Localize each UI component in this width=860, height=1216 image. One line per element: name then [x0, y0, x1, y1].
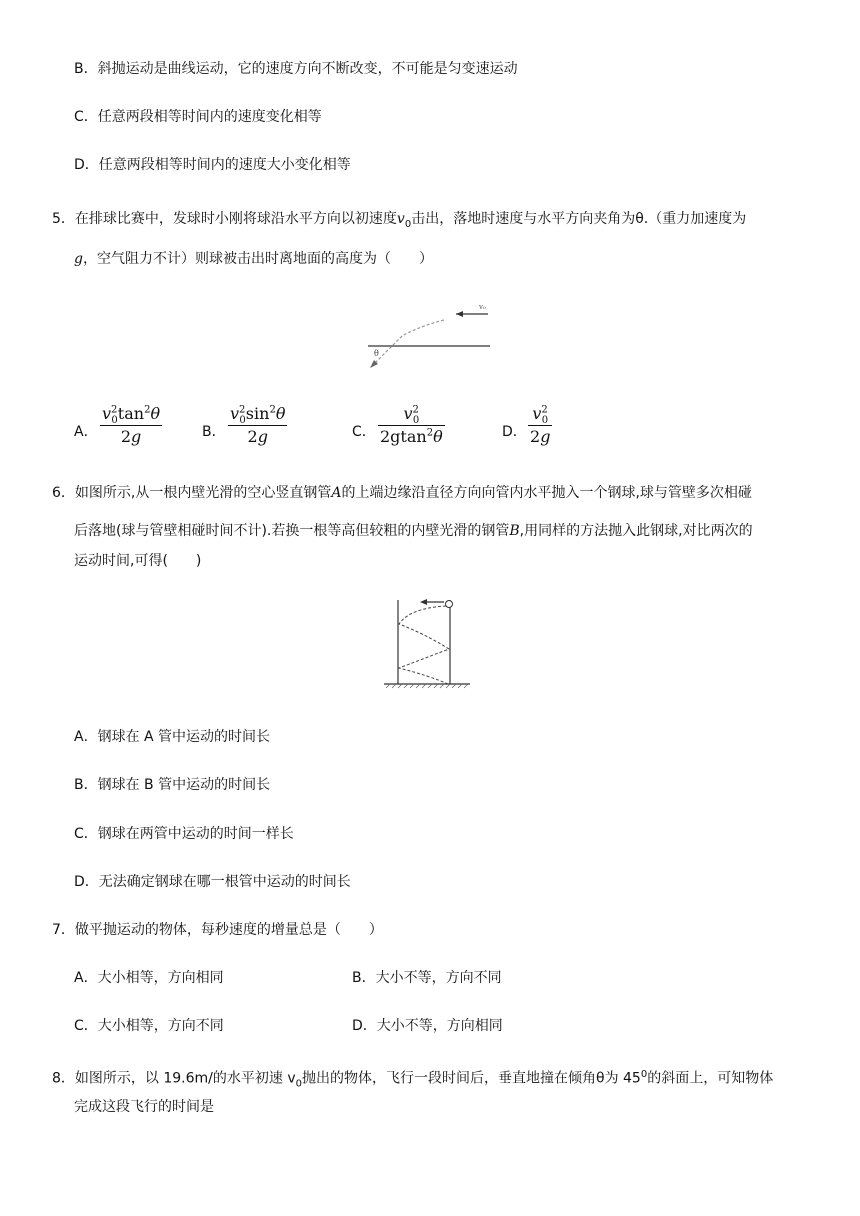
q5-a-denominator: 2g: [120, 427, 142, 446]
q5-c-numerator: $v^2_0$: [403, 404, 420, 427]
q8-stem-line1: 8．如图所示，以 19.6m/的水平初速 $v_0$抛出的物体，飞行一段时间后，垂直地撞在倾角θ为 $45^0$的斜面上，可知物体: [52, 1069, 774, 1090]
theta-label: θ: [374, 349, 379, 358]
steel-ball: [446, 601, 453, 608]
q7-stem: 7．做平抛运动的物体，每秒速度的增量总是（ ）: [52, 922, 383, 938]
bounce-trajectory: [399, 606, 449, 684]
initial-velocity-arrow-head: [420, 599, 427, 605]
option-c-prev: C．任意两段相等时间内的速度变化相等: [74, 109, 322, 125]
q5-d-denominator: 2g: [530, 427, 551, 446]
q6-stem-line1: 6．如图所示,从一根内壁光滑的空心竖直钢管A的上端边缘沿直径方向向管内水平抛入一个钢球,球与管壁多次相碰: [52, 485, 752, 501]
option-d-prev: D．任意两段相等时间内的速度大小变化相等: [74, 157, 351, 173]
q6-option-d[interactable]: D．无法确定钢球在哪一根管中运动的时间长: [74, 874, 351, 890]
q6-stem-line3: 运动时间,可得( ): [74, 553, 202, 569]
q6-stem-line2: 后落地(球与管壁相碰时间不计).若换一根等高但较粗的内壁光滑的钢管B,用同样的方法抛入此钢球,对比两次的: [74, 523, 753, 539]
q5-stem-line2: g，空气阻力不计）则球被击出时离地面的高度为（ ）: [74, 251, 433, 267]
q6-figure: [380, 594, 476, 694]
v0-label: v₀: [479, 303, 486, 311]
q5-d-numerator: $v^2_0$: [532, 404, 549, 427]
q7-option-d[interactable]: D．大小不等，方向相同: [352, 1018, 503, 1034]
q5-b-numerator: $v^2_0\sin^2\theta$: [230, 404, 286, 427]
q7-option-a[interactable]: A．大小相等，方向相同: [74, 970, 224, 986]
q5-stem-line1: 5．在排球比赛中，发球时小刚将球沿水平方向以初速度$v_0$击出，落地时速度与水平方向夹角为θ.（重力加速度为: [52, 211, 747, 230]
q5-b-denominator: 2g: [247, 427, 268, 446]
arrow-v0-head: [456, 311, 463, 317]
q6-option-a[interactable]: A．钢球在 A 管中运动的时间长: [74, 729, 271, 745]
option-b-prev: B．斜抛运动是曲线运动，它的速度方向不断改变，不可能是匀变速运动: [74, 61, 518, 77]
q8-stem-line2: 完成这段飞行的时间是: [74, 1099, 214, 1115]
q7-option-c[interactable]: C．大小相等，方向不同: [74, 1018, 224, 1034]
q6-option-b[interactable]: B．钢球在 B 管中运动的时间长: [74, 777, 271, 793]
q5-c-denominator: 2gtan$^2$θ: [380, 427, 443, 446]
trajectory: [372, 320, 444, 366]
q5-a-numerator: $v^2_0\tan^2\theta$: [102, 404, 161, 427]
q6-option-c[interactable]: C．钢球在两管中运动的时间一样长: [74, 826, 294, 842]
q7-option-b[interactable]: B．大小不等，方向不同: [352, 970, 502, 986]
q5-figure: [360, 296, 500, 376]
